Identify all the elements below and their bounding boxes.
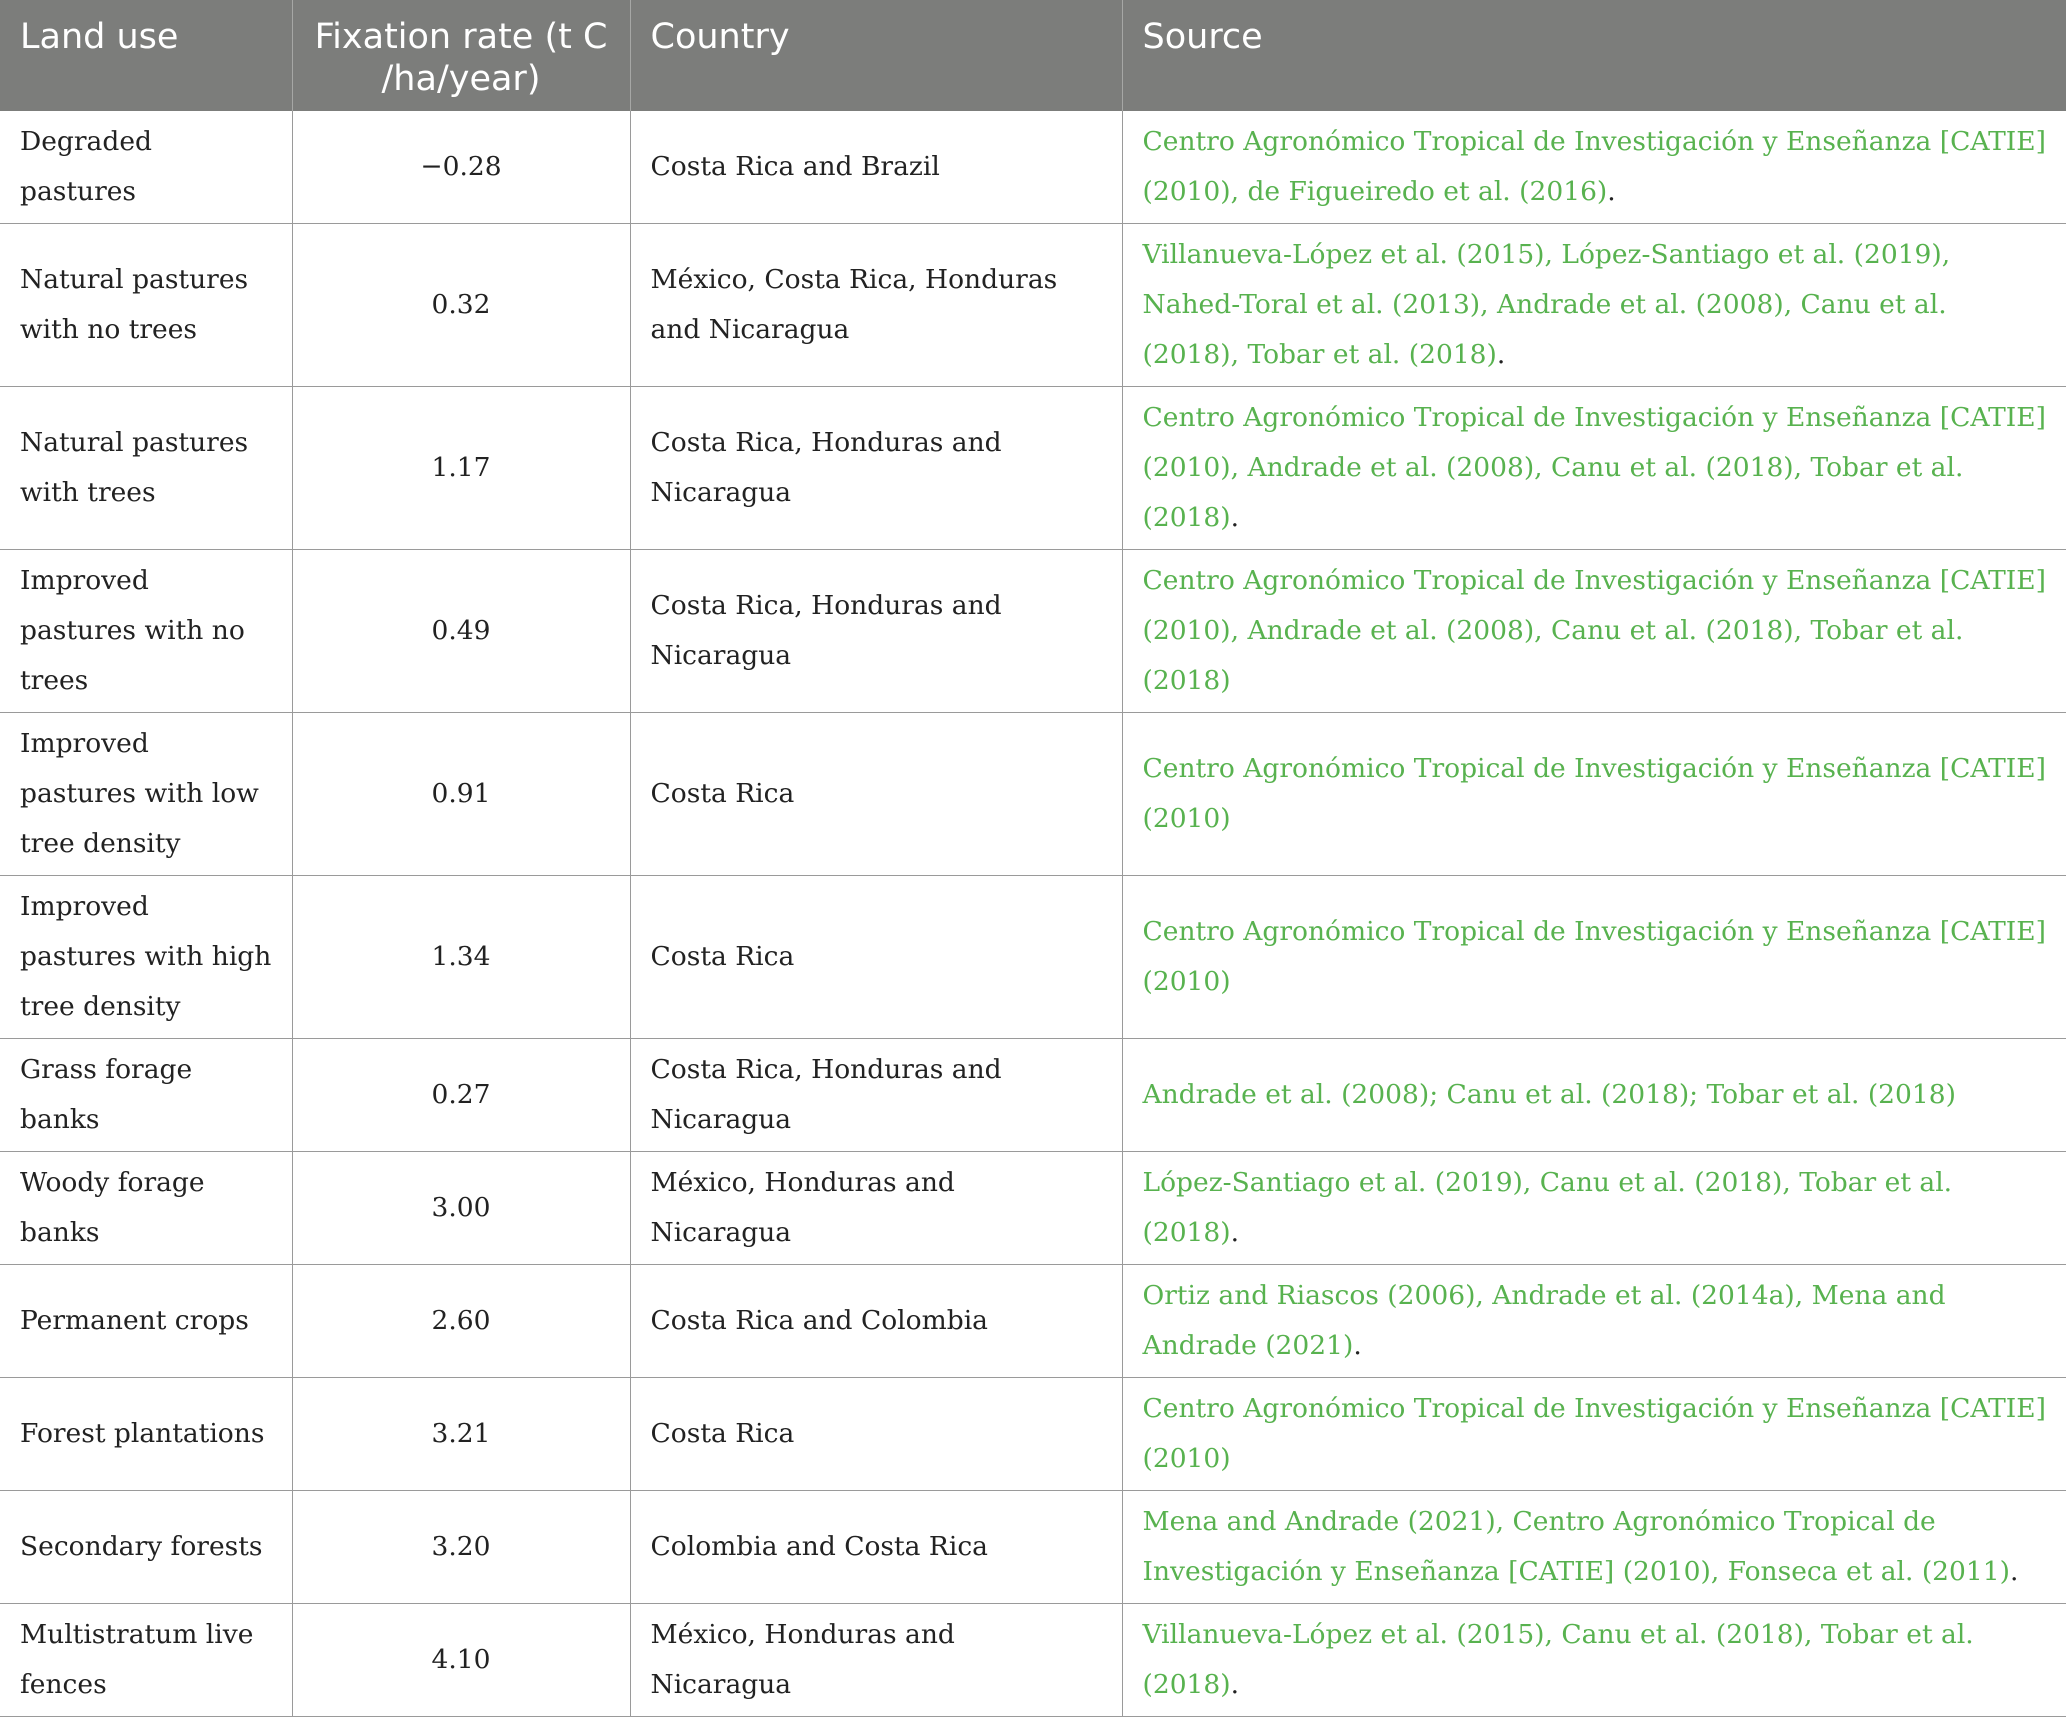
- source-cell: [1122, 876, 2066, 1039]
- land-use-cell: Degraded pastures: [0, 111, 292, 224]
- fixation-rate-cell: 0.27: [292, 1039, 630, 1152]
- fixation-rate-cell: 0.32: [292, 224, 630, 387]
- fixation-rate-cell: −0.28: [292, 111, 630, 224]
- land-use-cell: Natural pastures with trees: [0, 387, 292, 550]
- fixation-rate-cell: 1.34: [292, 876, 630, 1039]
- country-cell: Costa Rica and Colombia: [630, 1265, 1122, 1378]
- source-link[interactable]: Centro Agronómico Tropical de Investigación y Enseñanza [CATIE] (2010): [1142, 1393, 2046, 1474]
- fixation-rate-cell: 3.00: [292, 1152, 630, 1265]
- table-row: [0, 1604, 2066, 1717]
- source-cell: [1122, 1265, 2066, 1378]
- table-row: [0, 876, 2066, 1039]
- country-cell: México, Honduras and Nicaragua: [630, 1152, 1122, 1265]
- country-cell: Costa Rica: [630, 876, 1122, 1039]
- source-cell: [1122, 550, 2066, 713]
- land-use-cell: Improved pastures with no trees: [0, 550, 292, 713]
- source-end-punct: .: [2009, 1556, 2019, 1587]
- country-cell: Costa Rica, Honduras and Nicaragua: [630, 1039, 1122, 1152]
- source-end-punct: .: [1496, 339, 1506, 370]
- table-row: [0, 713, 2066, 876]
- table-row: [0, 387, 2066, 550]
- source-link[interactable]: Centro Agronómico Tropical de Investigación y Enseñanza [CATIE] (2010): [1142, 916, 2046, 997]
- source-cell: [1122, 1039, 2066, 1152]
- header-country: Country: [630, 0, 1122, 111]
- fixation-rate-cell: 3.21: [292, 1378, 630, 1491]
- country-cell: Costa Rica, Honduras and Nicaragua: [630, 387, 1122, 550]
- source-end-punct: .: [1607, 176, 1616, 207]
- country-cell: Colombia and Costa Rica: [630, 1491, 1122, 1604]
- land-use-cell: Secondary forests: [0, 1491, 292, 1604]
- land-use-cell: Multistratum live fences: [0, 1604, 292, 1717]
- source-cell: [1122, 387, 2066, 550]
- table-row: [0, 111, 2066, 224]
- table-row: [0, 1491, 2066, 1604]
- source-cell: [1122, 713, 2066, 876]
- country-cell: Costa Rica: [630, 1378, 1122, 1491]
- source-end-punct: .: [1230, 1669, 1240, 1700]
- table-row: [0, 1152, 2066, 1265]
- source-cell: [1122, 1378, 2066, 1491]
- table-row: [0, 224, 2066, 387]
- source-end-punct: .: [1353, 1330, 1362, 1361]
- fixation-rate-cell: 1.17: [292, 387, 630, 550]
- land-use-cell: Improved pastures with low tree density: [0, 713, 292, 876]
- country-cell: Costa Rica, Honduras and Nicaragua: [630, 550, 1122, 713]
- source-link[interactable]: Centro Agronómico Tropical de Investigación y Enseñanza [CATIE] (2010), Andrade et al. (2008), Canu et al. (2018), Tobar et al. (2018): [1142, 402, 2046, 533]
- source-link[interactable]: Villanueva-López et al. (2015), Canu et al. (2018), Tobar et al. (2018): [1142, 1619, 1974, 1700]
- header-fixation-rate: Fixation rate (t C /ha/year): [292, 0, 630, 111]
- table-row: [0, 1039, 2066, 1152]
- land-use-cell: Grass forage banks: [0, 1039, 292, 1152]
- land-use-cell: Permanent crops: [0, 1265, 292, 1378]
- table-row: [0, 1265, 2066, 1378]
- source-link[interactable]: Ortiz and Riascos (2006), Andrade et al. (2014a), Mena and Andrade (2021): [1142, 1280, 1946, 1361]
- source-link[interactable]: Mena and Andrade (2021), Centro Agronómico Tropical de Investigación y Enseñanza [CATIE] (2010), Fonseca et al. (2011): [1142, 1506, 2010, 1587]
- header-row: [0, 0, 2066, 111]
- source-link[interactable]: López-Santiago et al. (2019), Canu et al. (2018), Tobar et al. (2018): [1142, 1167, 1953, 1248]
- table-row: [0, 550, 2066, 713]
- source-cell: [1122, 224, 2066, 387]
- country-cell: México, Honduras and Nicaragua: [630, 1604, 1122, 1717]
- source-cell: [1122, 1604, 2066, 1717]
- header-source: Source: [1122, 0, 2066, 111]
- country-cell: Costa Rica: [630, 713, 1122, 876]
- country-cell: México, Costa Rica, Honduras and Nicaragua: [630, 224, 1122, 387]
- fixation-rate-cell: 0.49: [292, 550, 630, 713]
- land-use-cell: Natural pastures with no trees: [0, 224, 292, 387]
- source-link[interactable]: Villanueva-López et al. (2015), López-Santiago et al. (2019), Nahed-Toral et al. (2013), Andrade et al. (2008), Canu et al. (2018), Tobar et al. (2018): [1142, 239, 1951, 370]
- source-link[interactable]: Andrade et al. (2008); Canu et al. (2018); Tobar et al. (2018): [1142, 1079, 1956, 1110]
- source-link[interactable]: Centro Agronómico Tropical de Investigación y Enseñanza [CATIE] (2010), de Figueiredo et al. (2016): [1142, 126, 2046, 207]
- header-land-use: Land use: [0, 0, 292, 111]
- fixation-rate-cell: 3.20: [292, 1491, 630, 1604]
- table-row: [0, 1378, 2066, 1491]
- land-use-cell: Improved pastures with high tree density: [0, 876, 292, 1039]
- source-cell: [1122, 111, 2066, 224]
- source-link[interactable]: Centro Agronómico Tropical de Investigación y Enseñanza [CATIE] (2010), Andrade et al. (2008), Canu et al. (2018), Tobar et al. (2018): [1142, 565, 2046, 696]
- fixation-rate-cell: 2.60: [292, 1265, 630, 1378]
- fixation-rate-cell: 4.10: [292, 1604, 630, 1717]
- fixation-rate-cell: 0.91: [292, 713, 630, 876]
- source-cell: [1122, 1491, 2066, 1604]
- source-cell: [1122, 1152, 2066, 1265]
- source-end-punct: .: [1230, 502, 1240, 533]
- source-end-punct: .: [1230, 1217, 1240, 1248]
- land-use-cell: Forest plantations: [0, 1378, 292, 1491]
- country-cell: Costa Rica and Brazil: [630, 111, 1122, 224]
- land-use-cell: Woody forage banks: [0, 1152, 292, 1265]
- source-link[interactable]: Centro Agronómico Tropical de Investigación y Enseñanza [CATIE] (2010): [1142, 753, 2046, 834]
